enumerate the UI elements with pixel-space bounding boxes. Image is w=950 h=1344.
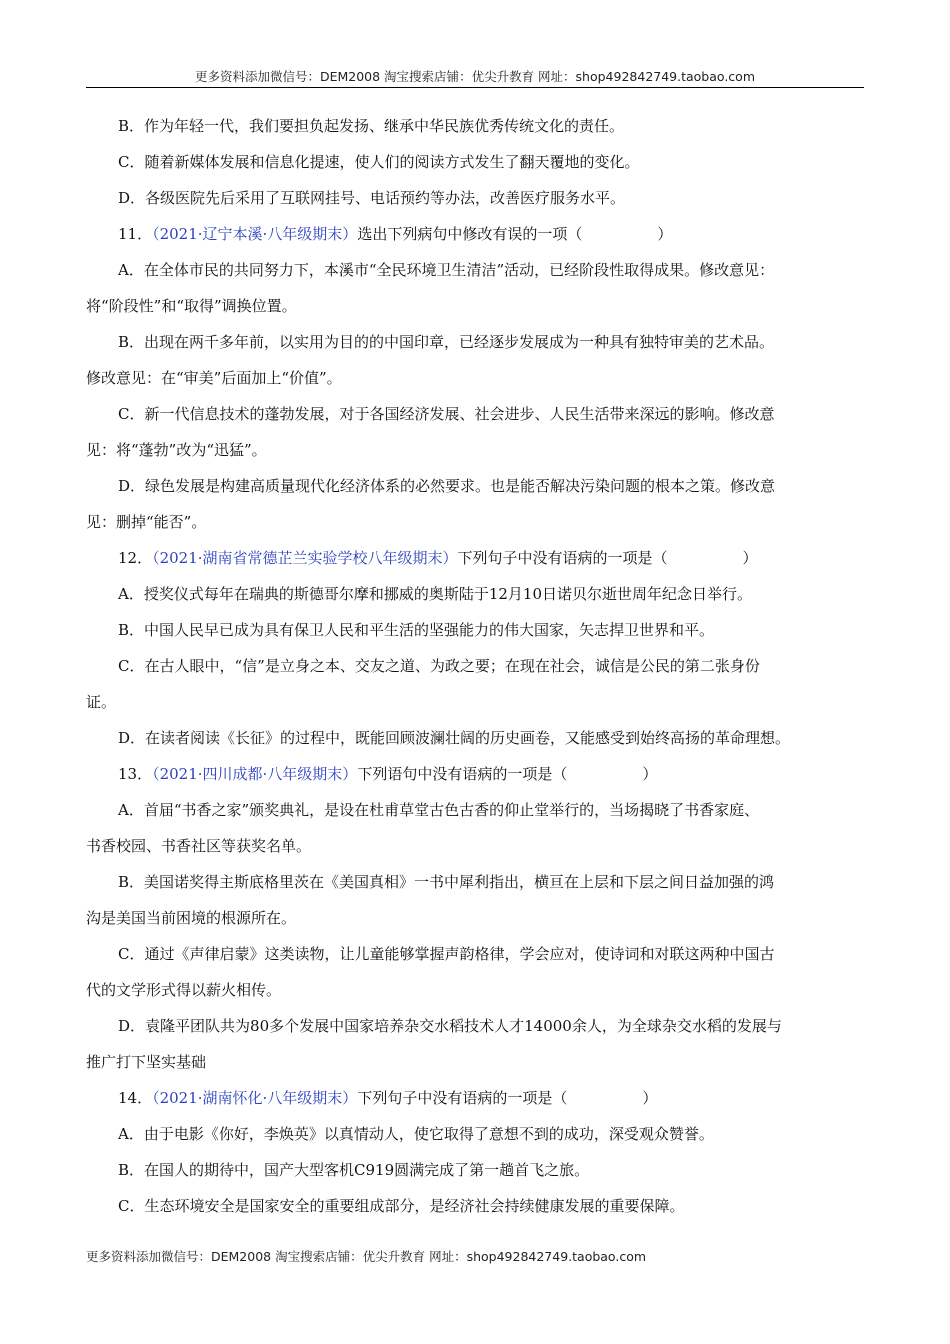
question-12-stem bbox=[86, 540, 862, 576]
option-line: 将“阶段性”和“取得”调换位置。 bbox=[86, 297, 297, 315]
option-line: B．中国人民早已成为具有保卫人民和平生活的坚强能力的伟大国家，矢志捍卫世界和平。 bbox=[118, 621, 715, 639]
question-13-stem bbox=[86, 756, 862, 792]
question-number: 12． bbox=[118, 549, 153, 567]
option-line: A．授奖仪式每年在瑞典的斯德哥尔摩和挪威的奥斯陆于12月10日诺贝尔逝世周年纪念日举行。 bbox=[118, 585, 753, 603]
option-line: B．美国诺奖得主斯底格里茨在《美国真相》一书中犀利指出，横亘在上层和下层之间日益加强的鸿 bbox=[118, 873, 775, 891]
question-11-stem bbox=[86, 216, 862, 252]
page-footer: 更多资料添加微信号：DEM2008 淘宝搜索店铺：优尖升教育 网址：shop492842749.taobao.com bbox=[86, 1249, 647, 1264]
page-header: 更多资料添加微信号：DEM2008 淘宝搜索店铺：优尖升教育 网址：shop492842749.taobao.com bbox=[194, 69, 756, 84]
question-source: （2021·辽宁本溪·八年级期末） bbox=[152, 225, 358, 243]
option-line: D．绿色发展是构建高质量现代化经济体系的必然要求。也是能否解决污染问题的根本之策。修改意 bbox=[118, 477, 776, 495]
option-line: C．通过《声律启蒙》这类读物，让儿童能够掌握声韵格律，学会应对，使诗词和对联这两种中国古 bbox=[118, 945, 775, 963]
option-line: 沟是美国当前困境的根源所在。 bbox=[86, 909, 297, 927]
option-line: A．首届“书香之家”颁奖典礼，是设在杜甫草堂古色古香的仰止堂举行的，当场揭晓了书香家庭、 bbox=[118, 801, 760, 819]
question-text: 下列句子中没有语病的一项是（ ） bbox=[357, 1089, 658, 1107]
option-line: D．袁隆平团队共为80多个发展中国家培养杂交水稻技术人才14000余人，为全球杂交水稻的发展与 bbox=[118, 1017, 782, 1035]
option-line: 代的文学形式得以薪火相传。 bbox=[86, 981, 282, 999]
option-line: C．在古人眼中，“信”是立身之本、交友之道、为政之要；在现在社会，诚信是公民的第二张身份 bbox=[118, 657, 760, 675]
question-text: 下列句子中没有语病的一项是（ ） bbox=[457, 549, 758, 567]
page-content bbox=[86, 108, 862, 1224]
option-line: B．出现在两千多年前，以实用为目的的中国印章，已经逐步发展成为一种具有独特审美的艺术品。 bbox=[118, 333, 775, 351]
option-line: D．各级医院先后采用了互联网挂号、电话预约等办法，改善医疗服务水平。 bbox=[118, 189, 626, 207]
option-line: 见：删掉“能否”。 bbox=[86, 513, 207, 531]
header-divider bbox=[86, 87, 864, 88]
option-line: A．由于电影《你好，李焕英》以真情动人，使它取得了意想不到的成功，深受观众赞誉。 bbox=[118, 1125, 714, 1143]
question-14-stem bbox=[86, 1080, 862, 1116]
question-number: 13． bbox=[118, 765, 153, 783]
option-line: A．在全体市民的共同努力下，本溪市“全民环境卫生清洁”活动，已经阶段性取得成果。修改意见： bbox=[118, 261, 775, 279]
option-line: B．在国人的期待中，国产大型客机C919圆满完成了第一趟首飞之旅。 bbox=[118, 1161, 590, 1179]
question-text: 选出下列病句中修改有误的一项（ ） bbox=[357, 225, 673, 243]
option-line: D．在读者阅读《长征》的过程中，既能回顾波澜壮阔的历史画卷，又能感受到始终高扬的革命理想。 bbox=[118, 729, 791, 747]
option-line: 推广打下坚实基础 bbox=[86, 1053, 207, 1071]
option-line: C．生态环境安全是国家安全的重要组成部分，是经济社会持续健康发展的重要保障。 bbox=[118, 1197, 685, 1215]
question-source: （2021·湖南怀化·八年级期末） bbox=[152, 1089, 358, 1107]
question-number: 14． bbox=[118, 1089, 153, 1107]
option-line: 书香校园、书香社区等获奖名单。 bbox=[86, 837, 312, 855]
question-number: 11． bbox=[118, 225, 153, 243]
question-text: 下列语句中没有语病的一项是（ ） bbox=[357, 765, 658, 783]
option-line: 见：将“蓬勃”改为“迅猛”。 bbox=[86, 441, 267, 459]
option-line: B．作为年轻一代，我们要担负起发扬、继承中华民族优秀传统文化的责任。 bbox=[118, 117, 625, 135]
option-line: 修改意见：在“审美”后面加上“价值”。 bbox=[86, 369, 342, 387]
option-line: 证。 bbox=[86, 693, 117, 711]
question-source: （2021·湖南省常德芷兰实验学校八年级期末） bbox=[152, 549, 458, 567]
question-source: （2021·四川成都·八年级期末） bbox=[152, 765, 358, 783]
option-line: C．新一代信息技术的蓬勃发展，对于各国经济发展、社会进步、人民生活带来深远的影响。修改意 bbox=[118, 405, 775, 423]
option-line: C．随着新媒体发展和信息化提速，使人们的阅读方式发生了翻天覆地的变化。 bbox=[118, 153, 640, 171]
